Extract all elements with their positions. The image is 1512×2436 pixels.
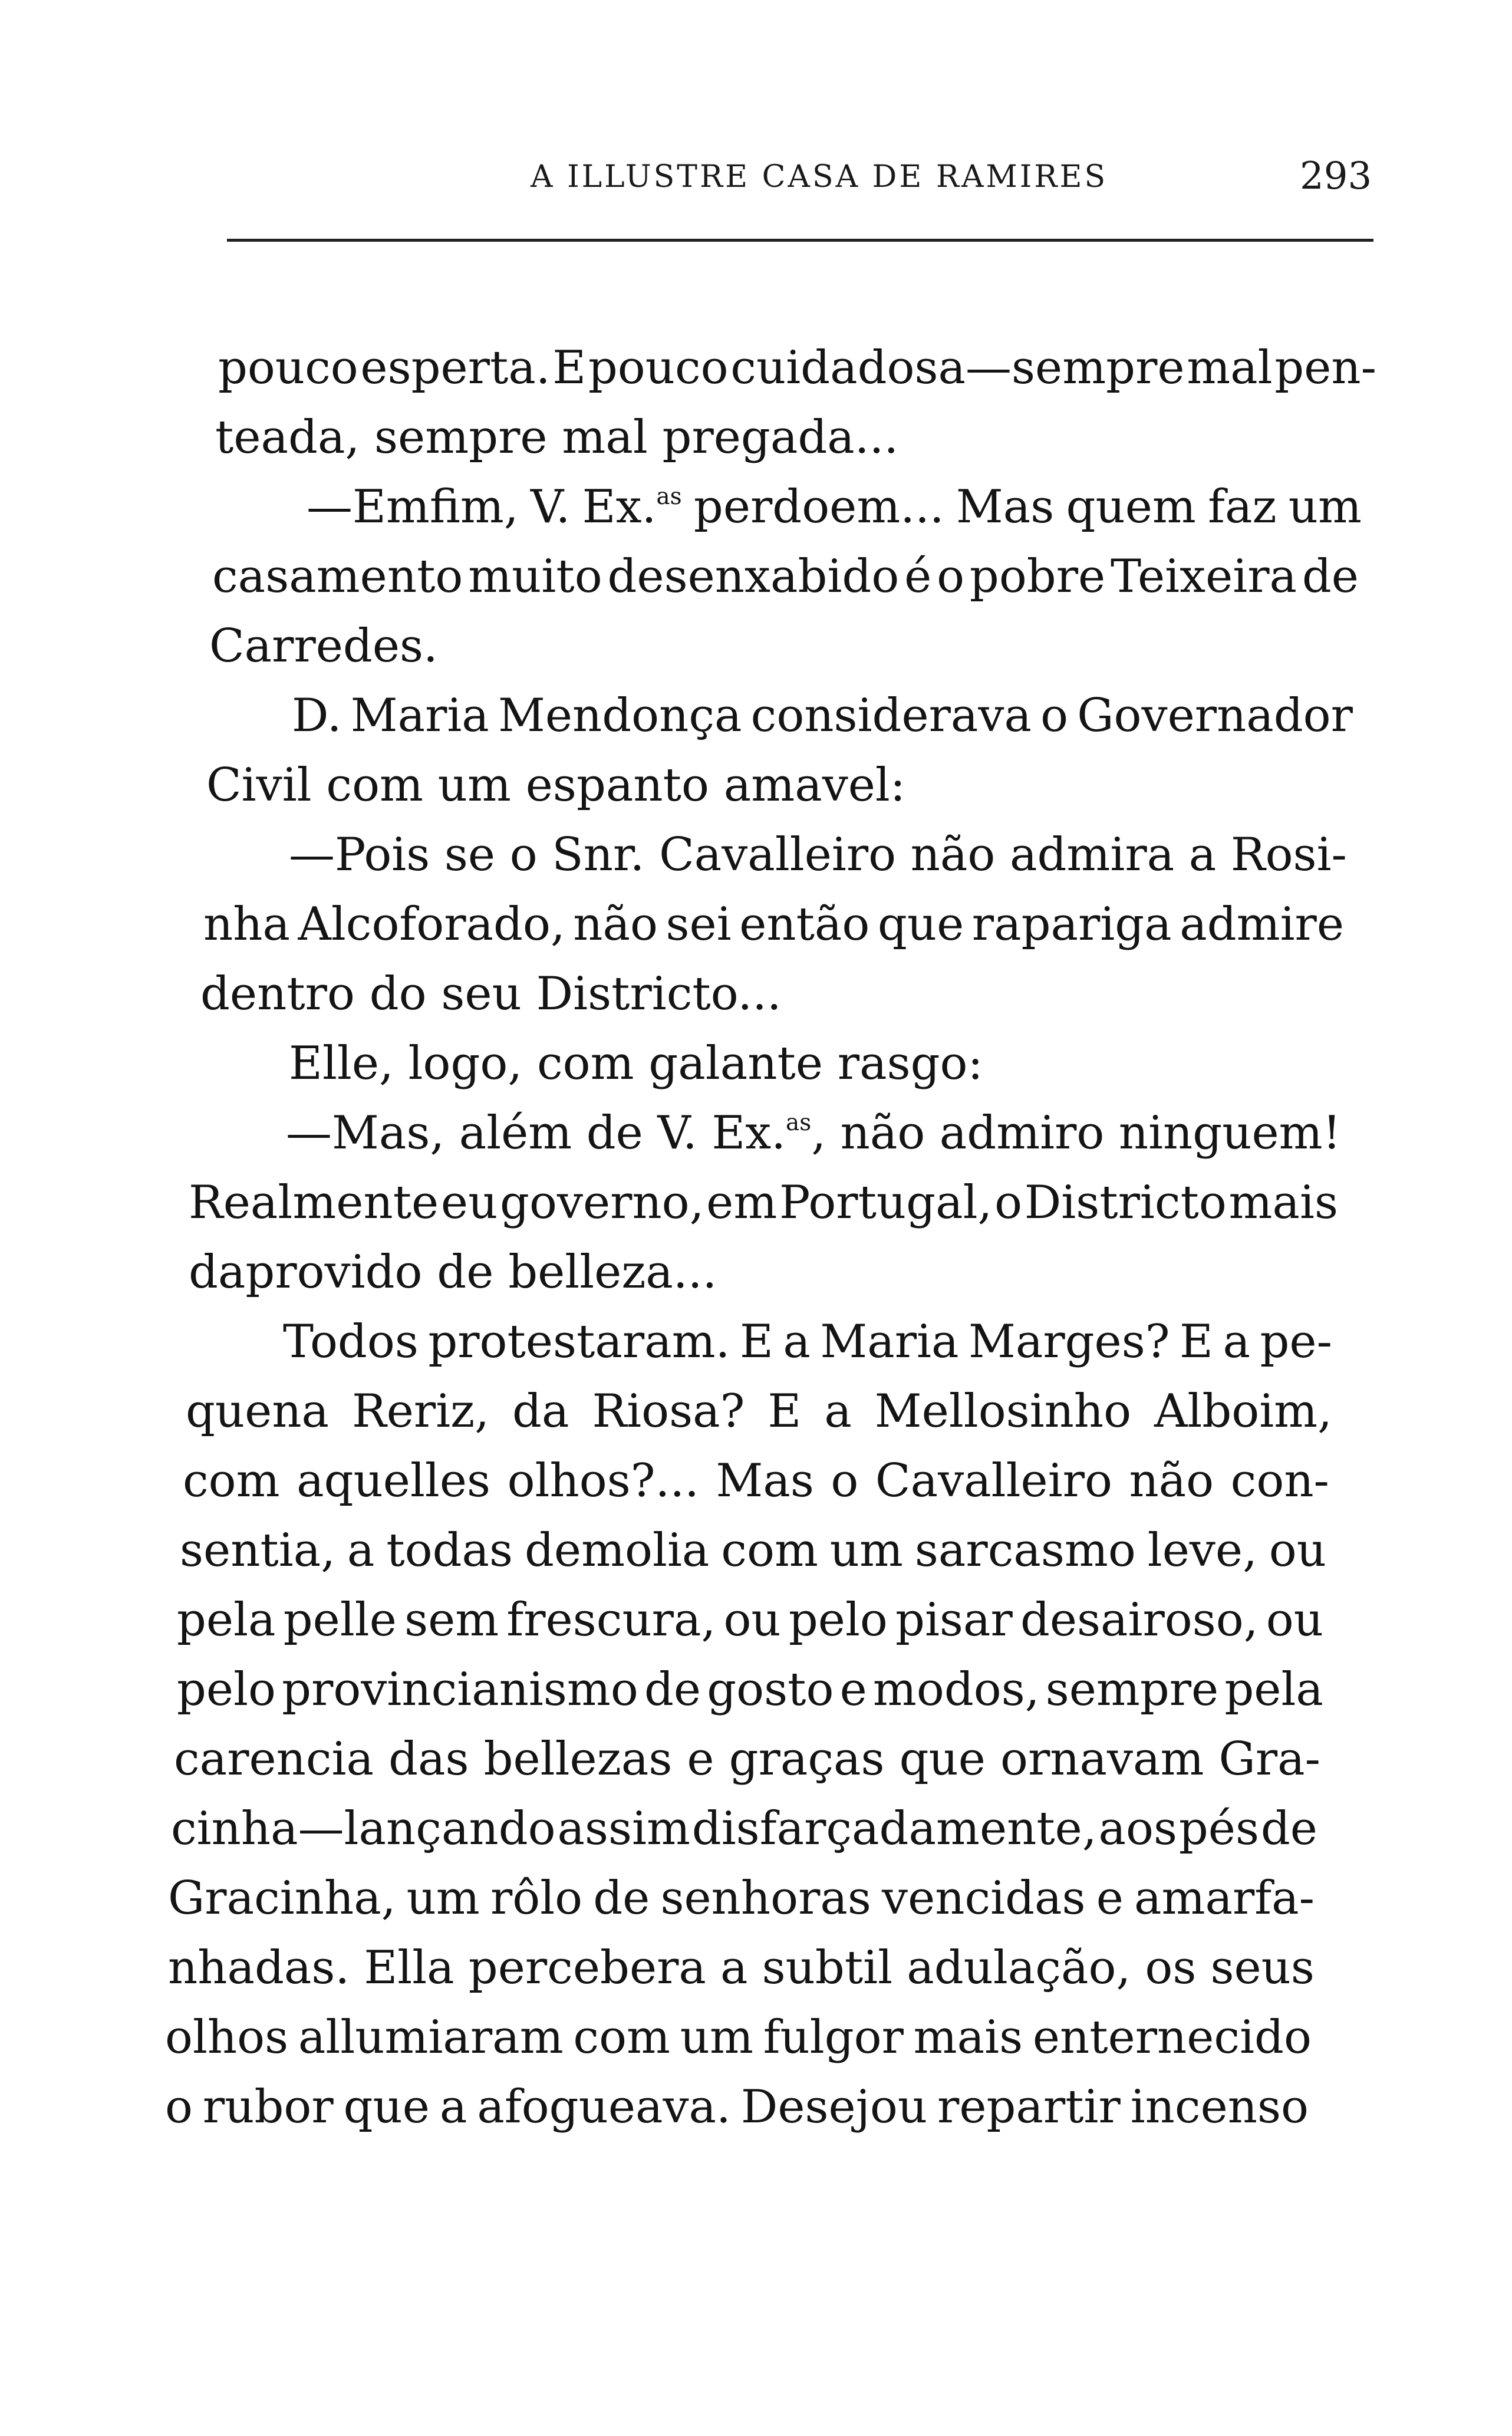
text-line: D. Maria Mendonça considerava o Governador xyxy=(292,689,1353,742)
text-line: o rubor que a afogueava. Desejou repartir incenso xyxy=(165,2081,1309,2134)
text-line: —Emfim, V. Ex.$^{as}$ perdoem... Mas quem faz um xyxy=(307,480,1362,534)
text-line: Gracinha, um rôlo de senhoras vencidas e amarfa- xyxy=(168,1872,1315,1925)
text-line: casamento muito desenxabido é o pobre Teixeira de xyxy=(212,550,1359,603)
text-line: pela pelle sem frescura, ou pelo pisar desairoso, ou xyxy=(177,1594,1323,1647)
text-line: teada, sempre mal pregada... xyxy=(215,411,899,464)
text-line: Civil com um espanto amavel: xyxy=(206,759,906,812)
text-line: Carredes. xyxy=(209,620,438,673)
text-line: Todos protestaram. E a Maria Marges? E a pe- xyxy=(283,1315,1332,1368)
running-title: A ILLUSTRE CASA DE RAMIRES xyxy=(531,159,1108,195)
text-line: cinha—lançando assim disfarçadamente, aos pés de xyxy=(171,1802,1317,1855)
text-line: com aquelles olhos?... Mas o Cavalleiro não con- xyxy=(183,1454,1329,1507)
text-line: olhos allumiaram com um fulgor mais enternecido xyxy=(165,2011,1312,2064)
text-line: Elle, logo, com galante rasgo: xyxy=(289,1037,983,1090)
text-line: daprovido de belleza... xyxy=(189,1246,717,1299)
text-line: sentia, a todas demolia com um sarcasmo leve, ou xyxy=(180,1524,1326,1577)
text-line: nhadas. Ella percebera a subtil adulação, os seus xyxy=(168,1941,1315,1994)
text-line: pelo provincianismo de gosto e modos, sempre pela xyxy=(177,1663,1323,1716)
text-line: quena Reriz, da Riosa? E a Mellosinho Alboim, xyxy=(186,1385,1332,1438)
header-rule xyxy=(227,239,1373,242)
text-line: Realmente eu governo, em Portugal, o Districto mais xyxy=(189,1176,1338,1229)
text-line: dentro do seu Districto... xyxy=(200,967,782,1021)
text-line: carencia das bellezas e graças que ornavam Gra- xyxy=(174,1733,1320,1786)
text-line: —Mas, além de V. Ex.$^{as}$, não admiro ninguem! xyxy=(286,1107,1341,1160)
page-header xyxy=(0,154,1512,206)
text-line: pouco esperta. E pouco cuidadosa—sempre mal pen- xyxy=(218,341,1376,394)
text-line: —Pois se o Snr. Cavalleiro não admira a Rosi- xyxy=(289,828,1347,881)
text-line: nha Alcoforado, não sei então que rapariga admire xyxy=(203,898,1344,951)
page-number: 293 xyxy=(1300,154,1372,198)
